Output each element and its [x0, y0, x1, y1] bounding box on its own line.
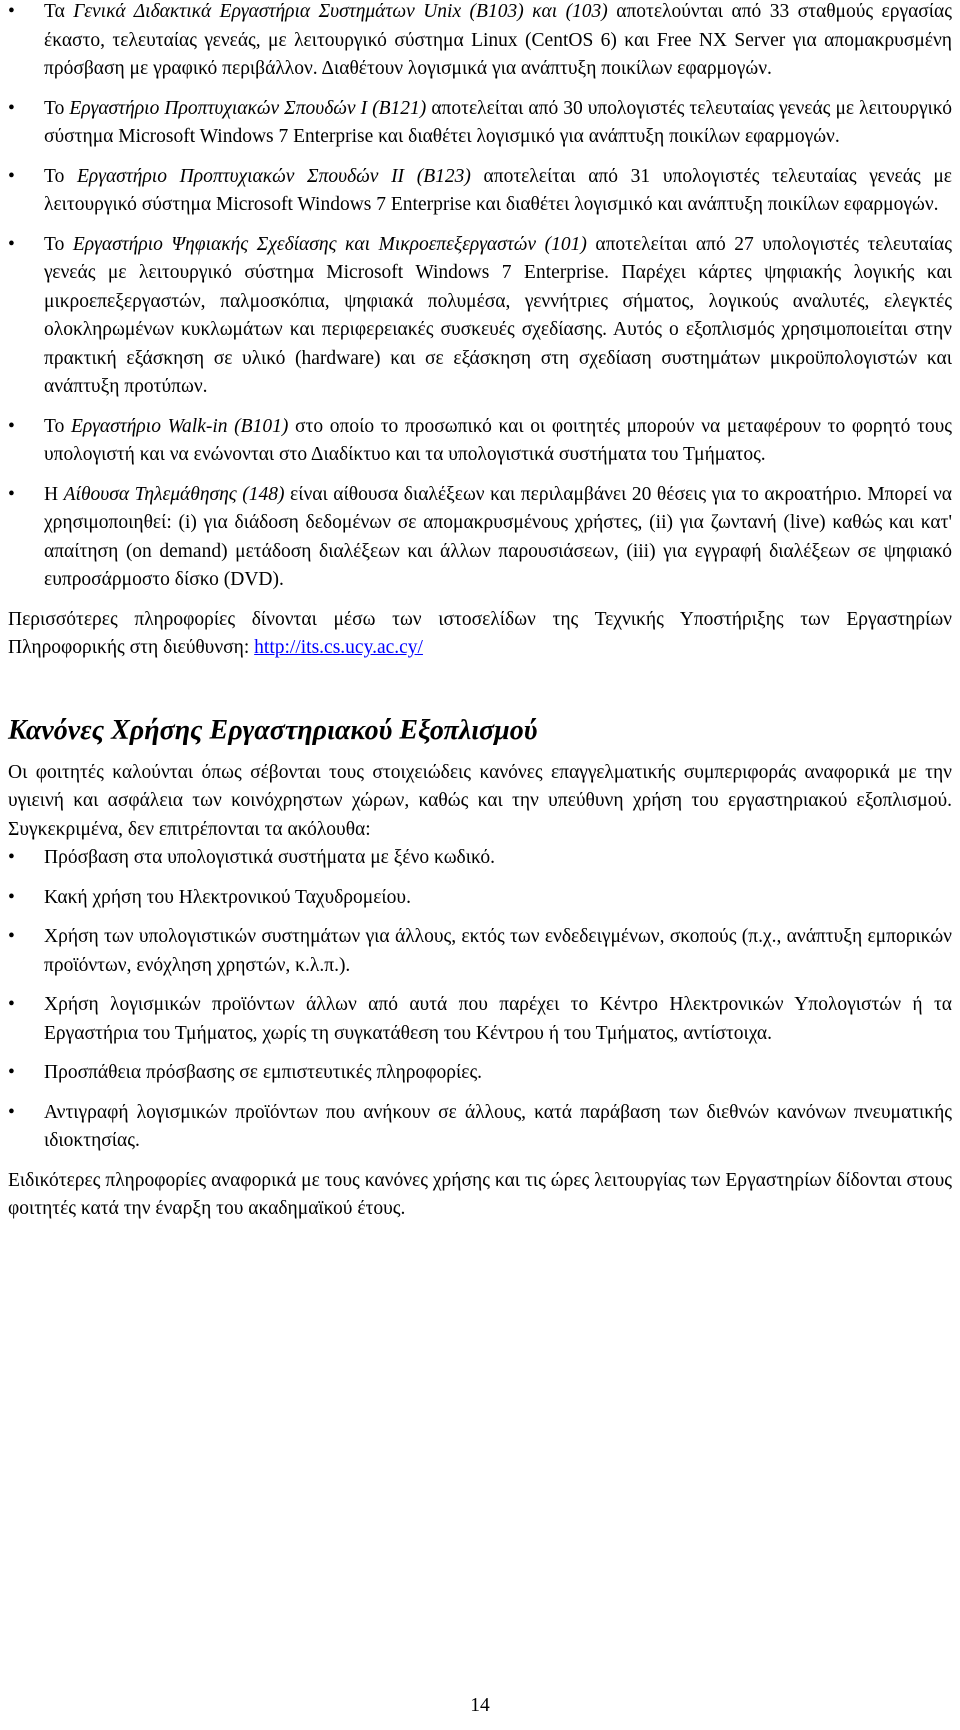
lab-name: Εργαστήριο Προπτυχιακών Σπουδών ΙΙ (B123): [76, 165, 471, 187]
lab-name: Γενικά Διδακτικά Εργαστήρια Συστημάτων Unix (B103) και (103): [73, 1, 608, 22]
lab-prefix: Η: [44, 483, 64, 505]
list-item: • Χρήση των υπολογιστικών συστημάτων για άλλους, εκτός των ενδεδειγμένων, σκοπούς (π.χ., ανάπτυξη εμπορικών προϊόντων, ενόχληση χρηστών, κ.λ.π.).: [8, 923, 952, 980]
section-heading: Κανόνες Χρήσης Εργαστηριακού Εξοπλισμού: [8, 714, 538, 746]
rules-intro-paragraph: Οι φοιτητές καλούνται όπως σέβονται τους στοιχειώδεις κανόνες επαγγελματικής συμπεριφοράς αναφορικά με την υγιεινή και ασφάλεια των κοινόχρηστων χώρων, καθώς και την υπεύθυνη χρήση του εργαστηριακού εξοπλισμού. Συγκεκριμένα, δεν επιτρέπονται τα ακόλουθα:: [8, 761, 952, 840]
list-item: • Πρόσβαση στα υπολογιστικά συστήματα με ξένο κωδικό.: [8, 844, 952, 873]
list-item: [8, 0, 952, 84]
list-item: [8, 481, 952, 595]
list-item: [8, 95, 952, 152]
more-info-text: Περισσότερες πληροφορίες δίνονται μέσω των ιστοσελίδων της Τεχνικής Υποστήριξης των Εργαστηρίων Πληροφορικής στη διεύθυνση:: [8, 608, 952, 658]
lab-description: στο οποίο το προσωπικό και οι φοιτητές μπορούν να μεταφέρουν το φορητό τους υπολογιστή και να ενώνονται στο Διαδίκτυο και τα υπολογιστικά συστήματα του Τμήματος.: [44, 415, 953, 465]
closing-paragraph: Ειδικότερες πληροφορίες αναφορικά με τους κανόνες χρήσης και τις ώρες λειτουργίας των Εργαστηρίων δίδονται στους φοιτητές κατά την έναρξη του ακαδημαϊκού έτους.: [8, 1169, 952, 1219]
lab-description: αποτελείται από 27 υπολογιστές τελευταίας γενεάς με λειτουργικό σύστημα Microsoft Windows 7 Enterprise. Παρέχει κάρτες ψηφιακής λογικής και μικροεπεξεργαστών, παλμοσκόπια, ψηφιακά πολυμέσα, γεννήτριες σήματος, λογικούς αναλυτές, ελεγκτές ολοκληρωμένων κυκλωμάτων και περιφερειακές συσκευές σχεδίασης. Αυτός ο εξοπλισμός χρησιμοποιείται στην πρακτική εξάσκηση σε υλικό (hardware) και σε εξάσκηση στη σχεδίαση συστημάτων μικροϋπολογιστών και ανάπτυξη προτύπων.: [44, 233, 952, 397]
list-item: • Κακή χρήση του Ηλεκτρονικού Ταχυδρομείου.: [8, 884, 952, 913]
lab-prefix: Τα: [44, 1, 74, 22]
list-item: [8, 413, 952, 470]
support-site-link[interactable]: http://its.cs.ucy.ac.cy/: [254, 637, 423, 658]
page-number: 14: [470, 1695, 490, 1716]
lab-prefix: Το: [44, 233, 73, 255]
document-page: [8, 0, 952, 1224]
list-item: [8, 231, 952, 402]
lab-prefix: Το: [44, 415, 71, 437]
more-info-paragraph: [8, 606, 952, 663]
lab-description: αποτελείται από 31 υπολογιστές τελευταίας γενεάς με λειτουργικό σύστημα Microsoft Windows 7 Enterprise και διαθέτει λογισμικό και ανάπτυξη ποικίλων εφαρμογών.: [44, 165, 952, 215]
lab-prefix: Το: [44, 165, 77, 187]
list-item: • Χρήση λογισμικών προϊόντων άλλων από αυτά που παρέχει το Κέντρο Ηλεκτρονικών Υπολογιστών ή τα Εργαστήρια του Τμήματος, χωρίς τη συγκατάθεση του Κέντρου ή του Τμήματος, αντίστοιχα.: [8, 991, 952, 1048]
lab-description: αποτελούνται από 33 σταθμούς εργασίας έκαστο, τελευταίας γενεάς, με λειτουργικό σύστημα Linux (CentOS 6) και Free NX Server για απομακρυσμένη πρόσβαση με γραφικό περιβάλλον. Διαθέτουν λογισμικά για ανάπτυξη ποικίλων εφαρμογών.: [44, 1, 952, 79]
lab-name: Εργαστήριο Προπτυχιακών Σπουδών Ι (B121): [69, 97, 427, 119]
lab-name: Εργαστήριο Walk-in (B101): [70, 415, 289, 437]
rules-list: [8, 844, 952, 1156]
lab-description: είναι αίθουσα διαλέξεων και περιλαμβάνει 20 θέσεις για το ακροατήριο. Μπορεί να χρησιμοποιηθεί: (i) για διάδοση δεδομένων σε απομακρυσμένους χρήστες, (ii) για ζωντανή (live) καθώς και κατ' απαίτηση (on demand) μετάδοση διαλέξεων και άλλων παρουσιάσεων, (iii) για εγγραφή διαλέξεων σε ψηφιακό ευπροσάρμοστο δίσκο (DVD).: [44, 483, 953, 590]
list-item: • Αντιγραφή λογισμικών προϊόντων που ανήκουν σε άλλους, κατά παράβαση των διεθνών κανόνων πνευματικής ιδιοκτησίας.: [8, 1099, 952, 1156]
lab-name: Εργαστήριο Ψηφιακής Σχεδίασης και Μικροεπεξεργαστών (101): [72, 233, 587, 255]
lab-description: αποτελείται από 30 υπολογιστές τελευταίας γενεάς με λειτουργικό σύστημα Microsoft Windows 7 Enterprise και διαθέτει λογισμικό για ανάπτυξη ποικίλων εφαρμογών.: [44, 97, 952, 147]
list-item: • Προσπάθεια πρόσβασης σε εμπιστευτικές πληροφορίες.: [8, 1059, 952, 1088]
lab-prefix: Το: [44, 97, 70, 119]
lab-name: Αίθουσα Τηλεμάθησης (148): [63, 483, 285, 505]
labs-list: [8, 0, 952, 595]
list-item: [8, 163, 952, 220]
